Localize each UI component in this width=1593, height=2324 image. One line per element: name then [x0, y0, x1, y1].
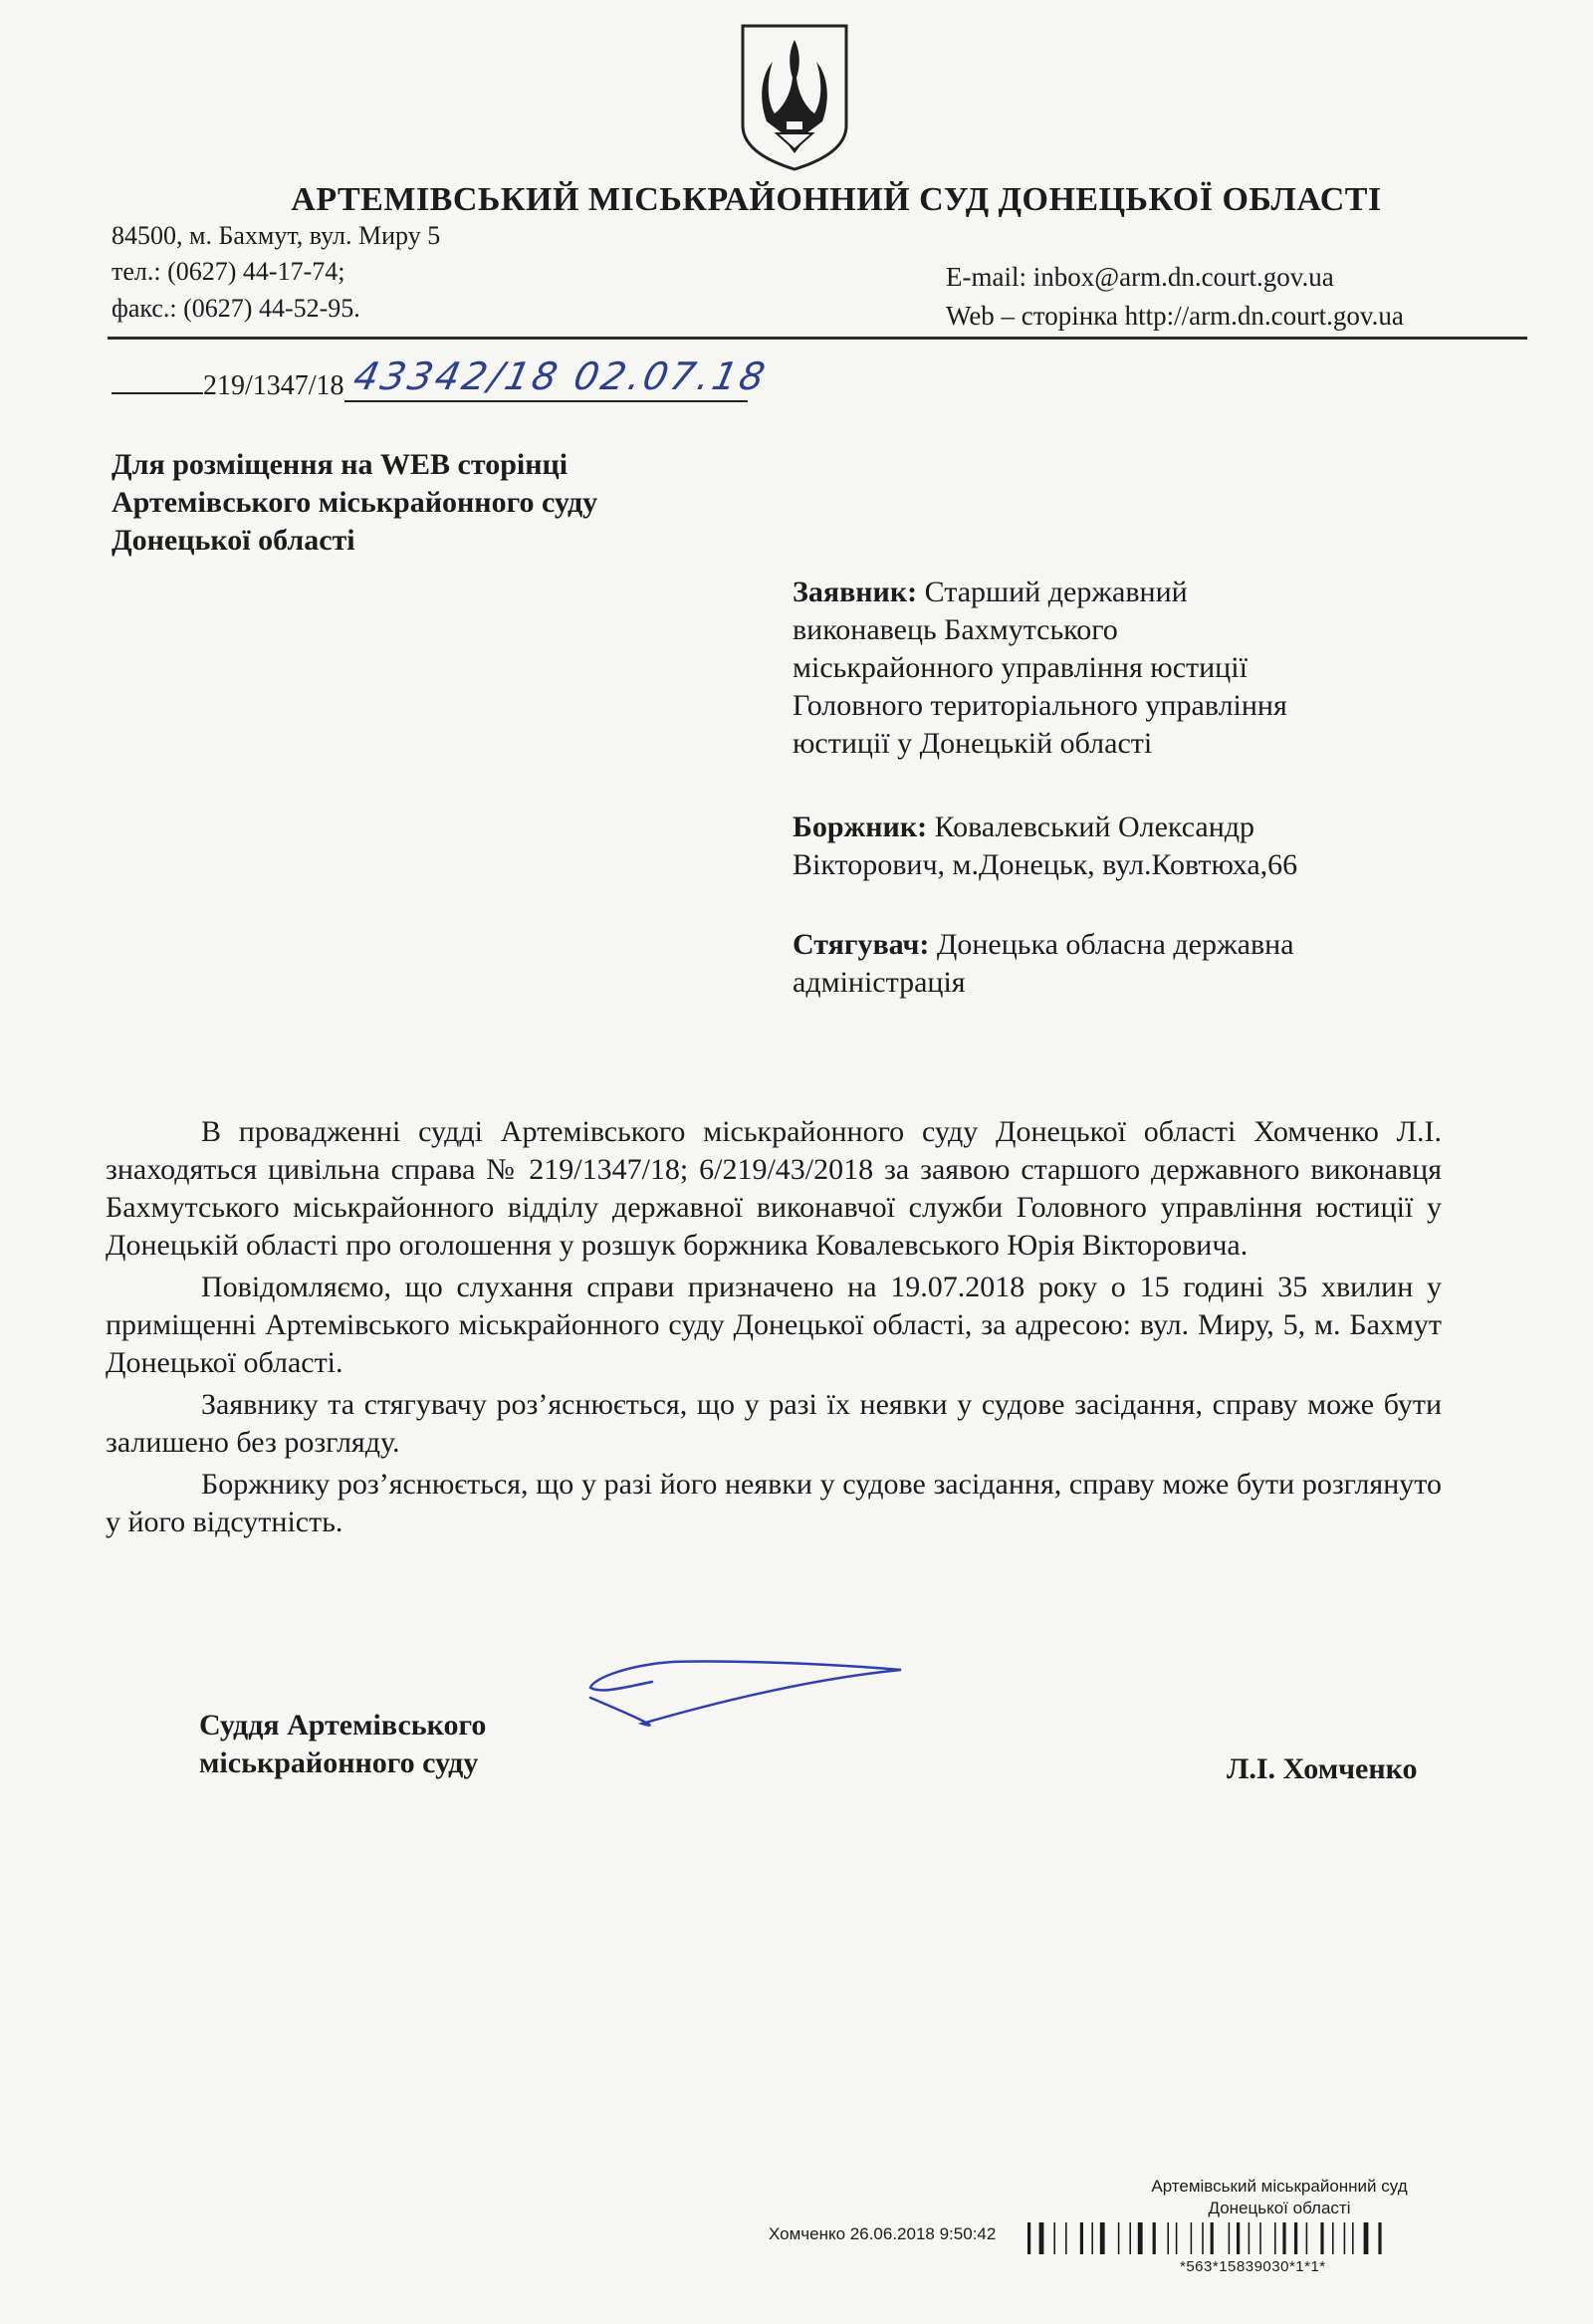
- barcode-bar: [1320, 2222, 1323, 2254]
- barcode-bar: [1080, 2222, 1083, 2254]
- barcode-bar: [1259, 2222, 1261, 2254]
- barcode-bar: [1176, 2222, 1178, 2254]
- court-address: 84500, м. Бахмут, вул. Миру 5: [112, 221, 441, 250]
- barcode-bar: [1100, 2222, 1105, 2254]
- judge-name: Л.І. Хомченко: [1227, 1752, 1418, 1785]
- barcode-bar: [1306, 2222, 1308, 2254]
- case-number: 219/1347/18: [203, 370, 344, 401]
- registry-timestamp: Хомченко 26.06.2018 9:50:42: [769, 2224, 997, 2243]
- barcode-bar: [1249, 2222, 1251, 2254]
- judge-title-line: Суддя Артемівського: [199, 1709, 487, 1742]
- court-name: АРТЕМІВСЬКИЙ МІСЬКРАЙОННИЙ СУД ДОНЕЦЬКОЇ ОБЛАСТІ: [291, 181, 1382, 218]
- outgoing-reference: [112, 354, 772, 402]
- court-phone: тел.: (0627) 44-17-74;: [112, 257, 345, 286]
- body-paragraph: В провадженні судді Артемівського міськрайонного суду Донецької області Хомченко Л.І. знаходяться цивільна справа № 219/1347/18; 6/219/43/2018 за заявою старшого державного виконавця Бахмутського міськрайонного відділу державної виконавчої служби Головного управління юстиції у Донецькій області про оголошення у розшук боржника Ковалевського Юрія Вікторовича.: [106, 1115, 1442, 1262]
- handwritten-signature: [582, 1658, 911, 1738]
- applicant-label: Заявник:: [793, 576, 918, 608]
- claimant-text: адміністрація: [793, 966, 966, 999]
- body-paragraph: Боржнику роз’яснюється, що у разі його неявки у судове засідання, справу може бути розглянуто у його відсутність.: [106, 1468, 1442, 1538]
- coat-of-arms-trident-icon: [737, 22, 852, 173]
- barcode-bar: [1191, 2222, 1193, 2254]
- barcode-bar: [1274, 2222, 1276, 2254]
- judge-title-line: міськрайонного суду: [199, 1746, 479, 1779]
- court-fax: факс.: (0627) 44-52-95.: [112, 294, 360, 323]
- barcode-bar: [1065, 2222, 1067, 2254]
- body-paragraph: Повідомляємо, що слухання справи призначено на 19.07.2018 року о 15 годині 35 хвилин у приміщенні Артемівського міськрайонного суду Донецької області, за адресою: вул. Миру, 5, м. Бахмут Донецької області.: [106, 1271, 1442, 1379]
- barcode-bar: [1138, 2222, 1143, 2254]
- barcode-bar: [1237, 2222, 1240, 2254]
- debtor-text: Ковалевський Олександр: [927, 811, 1255, 843]
- barcode-bar: [1118, 2222, 1120, 2254]
- claimant-block: [793, 926, 1430, 1002]
- barcode-bar: [1344, 2222, 1346, 2254]
- recipient-line: Для розміщення на WEB сторінці: [112, 448, 569, 481]
- header-divider: [108, 337, 1527, 340]
- barcode-icon: [1027, 2218, 1515, 2258]
- handwritten-reference: 43342/18 02.07.18: [348, 354, 772, 398]
- barcode-bar: [1091, 2222, 1093, 2254]
- barcode-bar: [1027, 2222, 1030, 2254]
- barcode-bar: [1282, 2222, 1285, 2254]
- debtor-label: Боржник:: [793, 811, 928, 843]
- barcode-bar: [1202, 2222, 1204, 2254]
- court-email: E-mail: inbox@arm.dn.court.gov.ua: [946, 262, 1334, 292]
- court-website: Web – сторінка http://arm.dn.court.gov.ua: [946, 301, 1404, 331]
- registry-org-line: Артемівський міськрайонний суд: [1151, 2177, 1408, 2196]
- barcode-bar: [1352, 2222, 1354, 2254]
- recipient-block: [112, 446, 597, 560]
- body-paragraph: Заявнику та стягувачу роз’яснюється, що у разі їх неявки у судове засідання, справу може бути залишено без розгляду.: [106, 1388, 1442, 1459]
- reference-blank-line: [112, 392, 203, 394]
- barcode-bar: [1053, 2222, 1055, 2254]
- letter-body: [106, 1113, 1442, 1541]
- barcode-bar: [1153, 2222, 1156, 2254]
- registry-org-line: Донецької області: [1208, 2199, 1351, 2217]
- applicant-text: Головного територіального управління: [793, 689, 1287, 722]
- barcode-bar: [1229, 2222, 1231, 2254]
- barcode-number: *563*15839030*1*1*: [1180, 2258, 1326, 2275]
- handwritten-reference-field: [344, 354, 772, 402]
- applicant-block: [793, 574, 1430, 763]
- barcode-bar: [1211, 2222, 1214, 2254]
- claimant-text: Донецька обласна державна: [929, 928, 1294, 961]
- debtor-text: Вікторович, м.Донецьк, вул.Ковтюха,66: [793, 848, 1298, 881]
- debtor-block: [793, 809, 1430, 884]
- applicant-text: виконавець Бахмутського: [793, 613, 1118, 646]
- registry-stamp-org: [1125, 2176, 1434, 2219]
- applicant-text: міськрайонного управління юстиції: [793, 651, 1248, 684]
- claimant-label: Стягувач:: [793, 928, 930, 961]
- barcode-bar: [1332, 2222, 1334, 2254]
- applicant-text: юстиції у Донецькій області: [793, 727, 1153, 760]
- barcode-bar: [1167, 2222, 1169, 2254]
- judge-title: [199, 1707, 486, 1782]
- recipient-line: Артемівського міськрайонного суду: [112, 486, 598, 519]
- barcode-bar: [1039, 2222, 1044, 2254]
- barcode-bar: [1378, 2222, 1381, 2254]
- barcode-bar: [1129, 2222, 1131, 2254]
- applicant-text: Старший державний: [917, 576, 1188, 608]
- barcode-bar: [1294, 2222, 1297, 2254]
- barcode-bar: [1364, 2222, 1369, 2254]
- recipient-line: Донецької області: [112, 524, 355, 557]
